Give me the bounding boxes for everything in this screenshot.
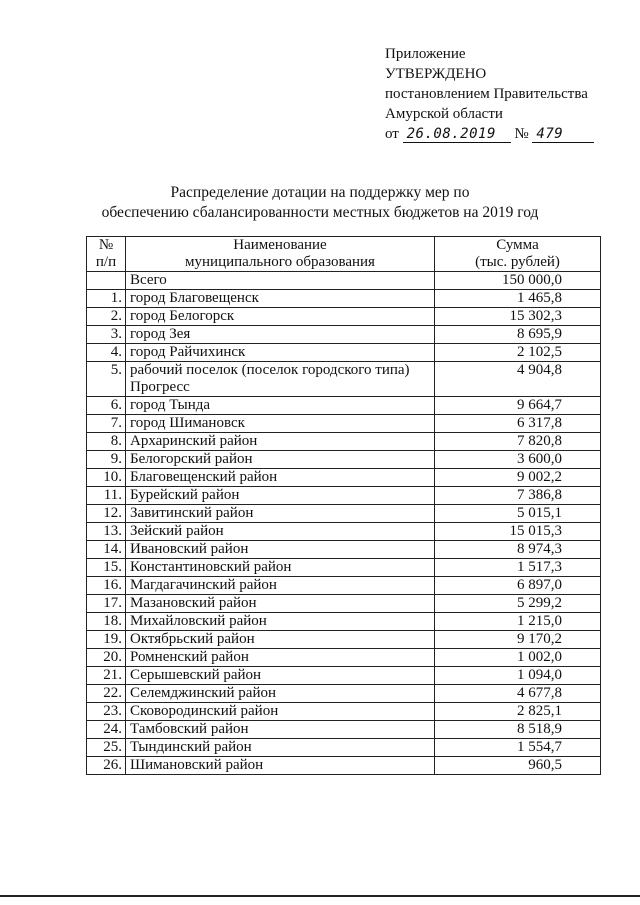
row-number: 26. [87, 757, 126, 775]
table-row [87, 613, 601, 631]
table-row [87, 290, 601, 308]
row-number: 3. [87, 326, 126, 344]
total-number [87, 272, 126, 290]
document-title [0, 183, 640, 223]
total-label: Всего [126, 272, 435, 290]
table-row [87, 667, 601, 685]
row-name: рабочий поселок (поселок городского типа) Прогресс [126, 362, 435, 397]
row-name: Архаринский район [126, 433, 435, 451]
row-number: 17. [87, 595, 126, 613]
row-sum: 960,5 [435, 757, 601, 775]
row-sum: 1 517,3 [435, 559, 601, 577]
header-name [126, 237, 435, 272]
header-number-line-1: № [98, 237, 114, 253]
table-row [87, 433, 601, 451]
date-prefix: от [385, 126, 399, 142]
table-row [87, 469, 601, 487]
row-sum: 4 904,8 [435, 362, 601, 397]
approval-resolution: постановлением Правительства [385, 86, 588, 102]
row-number: 4. [87, 344, 126, 362]
row-name: Ромненский район [126, 649, 435, 667]
table-row [87, 721, 601, 739]
row-number: 7. [87, 415, 126, 433]
row-number: 8. [87, 433, 126, 451]
approval-block [385, 44, 594, 144]
header-number-line-2: п/п [95, 254, 117, 270]
row-sum: 4 677,8 [435, 685, 601, 703]
header-name-line-2: муниципального образования [185, 254, 375, 270]
table-row [87, 649, 601, 667]
row-sum: 8 518,9 [435, 721, 601, 739]
row-sum: 9 002,2 [435, 469, 601, 487]
approval-approved: УТВЕРЖДЕНО [385, 66, 487, 82]
row-number: 13. [87, 523, 126, 541]
approval-appendix: Приложение [385, 46, 466, 62]
bottom-scan-border [0, 895, 640, 897]
row-sum: 2 102,5 [435, 344, 601, 362]
row-sum: 6 897,0 [435, 577, 601, 595]
row-name: Михайловский район [126, 613, 435, 631]
table-row [87, 631, 601, 649]
row-sum: 3 600,0 [435, 451, 601, 469]
row-name: город Благовещенск [126, 290, 435, 308]
row-name: Завитинский район [126, 505, 435, 523]
row-number: 15. [87, 559, 126, 577]
table-row [87, 541, 601, 559]
approval-region: Амурской области [385, 106, 503, 122]
row-number: 12. [87, 505, 126, 523]
row-number: 25. [87, 739, 126, 757]
row-name: Зейский район [126, 523, 435, 541]
row-name: Шимановский район [126, 757, 435, 775]
row-name: Белогорский район [126, 451, 435, 469]
row-sum: 15 302,3 [435, 308, 601, 326]
row-number: 9. [87, 451, 126, 469]
row-sum: 5 015,1 [435, 505, 601, 523]
table-row [87, 577, 601, 595]
table-row [87, 397, 601, 415]
table-header-row [87, 237, 601, 272]
row-sum: 7 386,8 [435, 487, 601, 505]
table-row [87, 739, 601, 757]
handwritten-number: 479 [532, 126, 594, 143]
row-number: 10. [87, 469, 126, 487]
row-sum: 9 170,2 [435, 631, 601, 649]
approval-date-number-line [385, 124, 594, 144]
allocation-table [86, 236, 601, 775]
row-name: Благовещенский район [126, 469, 435, 487]
table-row [87, 451, 601, 469]
table-row [87, 505, 601, 523]
row-sum: 6 317,8 [435, 415, 601, 433]
row-number: 19. [87, 631, 126, 649]
row-sum: 15 015,3 [435, 523, 601, 541]
row-number: 24. [87, 721, 126, 739]
row-number: 23. [87, 703, 126, 721]
table-row [87, 344, 601, 362]
row-sum: 8 974,3 [435, 541, 601, 559]
table-row [87, 362, 601, 397]
row-number: 18. [87, 613, 126, 631]
row-number: 14. [87, 541, 126, 559]
row-name: Октябрьский район [126, 631, 435, 649]
row-sum: 1 002,0 [435, 649, 601, 667]
row-sum: 7 820,8 [435, 433, 601, 451]
table-row [87, 559, 601, 577]
table-row [87, 523, 601, 541]
row-number: 11. [87, 487, 126, 505]
total-row [87, 272, 601, 290]
header-sum [435, 237, 601, 272]
row-name: Тамбовский район [126, 721, 435, 739]
row-number: 5. [87, 362, 126, 397]
total-sum: 150 000,0 [435, 272, 601, 290]
row-name: Бурейский район [126, 487, 435, 505]
header-name-line-1: Наименование [233, 237, 327, 253]
table-row [87, 595, 601, 613]
row-sum: 8 695,9 [435, 326, 601, 344]
table-row [87, 326, 601, 344]
row-sum: 9 664,7 [435, 397, 601, 415]
title-line-1: Распределение дотации на поддержку мер по [170, 184, 470, 201]
row-number: 2. [87, 308, 126, 326]
row-number: 16. [87, 577, 126, 595]
row-name: Тындинский район [126, 739, 435, 757]
table-row [87, 685, 601, 703]
row-name: Константиновский район [126, 559, 435, 577]
row-name: город Тында [126, 397, 435, 415]
row-name: город Шимановск [126, 415, 435, 433]
row-name: город Райчихинск [126, 344, 435, 362]
table-row [87, 703, 601, 721]
row-name: Селемджинский район [126, 685, 435, 703]
header-sum-line-2: (тыс. рублей) [475, 254, 560, 270]
header-sum-line-1: Сумма [496, 237, 539, 253]
table-row [87, 308, 601, 326]
row-name: город Белогорск [126, 308, 435, 326]
row-name: Сковородинский район [126, 703, 435, 721]
row-number: 20. [87, 649, 126, 667]
number-sign: № [514, 126, 529, 142]
row-name: Серышевский район [126, 667, 435, 685]
row-sum: 1 554,7 [435, 739, 601, 757]
row-number: 6. [87, 397, 126, 415]
handwritten-date: 26.08.2019 [403, 126, 511, 143]
row-sum: 1 215,0 [435, 613, 601, 631]
row-sum: 2 825,1 [435, 703, 601, 721]
row-number: 21. [87, 667, 126, 685]
table-row [87, 757, 601, 775]
row-sum: 5 299,2 [435, 595, 601, 613]
row-name: Мазановский район [126, 595, 435, 613]
row-number: 22. [87, 685, 126, 703]
header-number [87, 237, 126, 272]
row-name: Ивановский район [126, 541, 435, 559]
table-row [87, 487, 601, 505]
row-name: город Зея [126, 326, 435, 344]
row-sum: 1 465,8 [435, 290, 601, 308]
row-number: 1. [87, 290, 126, 308]
row-name: Магдагачинский район [126, 577, 435, 595]
table-row [87, 415, 601, 433]
row-sum: 1 094,0 [435, 667, 601, 685]
title-line-2: обеспечению сбалансированности местных бюджетов на 2019 год [101, 204, 539, 221]
